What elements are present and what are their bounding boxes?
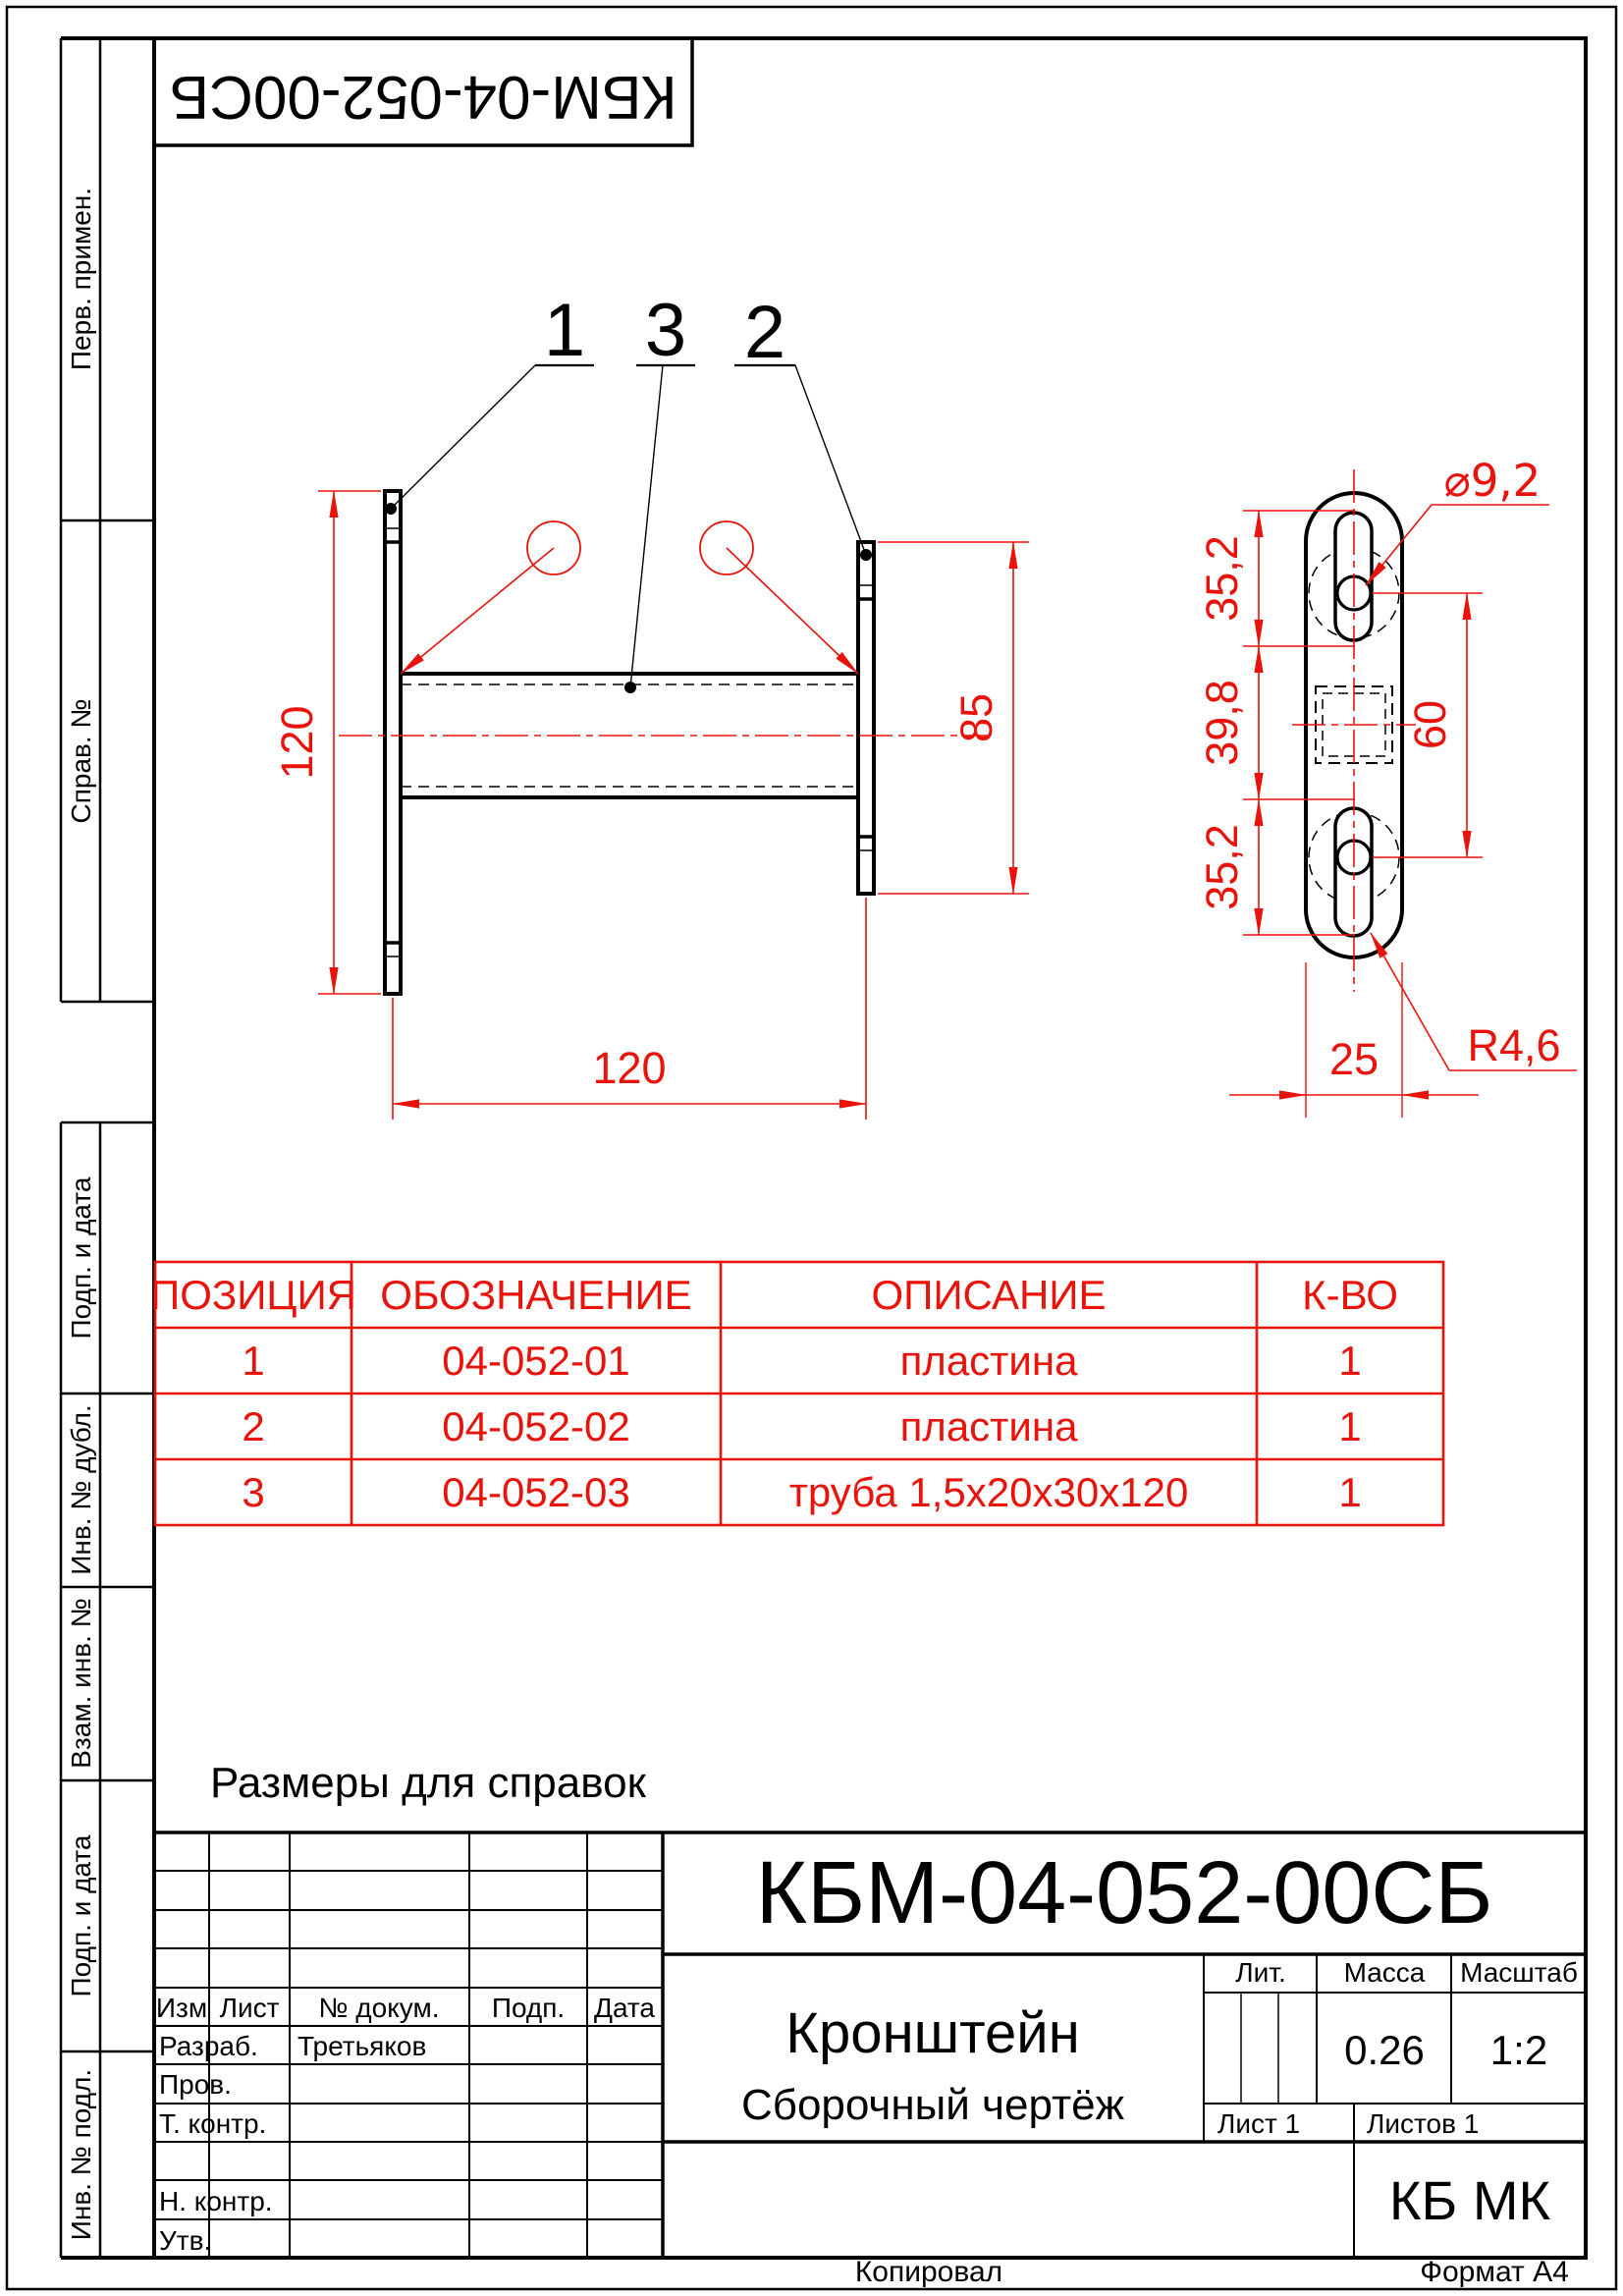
- scale-value: 1:2: [1489, 2027, 1548, 2073]
- table-cell: 1: [242, 1338, 265, 1384]
- change-col-data: Дата: [593, 1993, 656, 2023]
- table-cell: 04-052-01: [442, 1338, 630, 1384]
- table-row-2: [242, 1403, 1361, 1449]
- dim-front-height-120-text: 120: [272, 705, 322, 780]
- lit-label: Лит.: [1235, 1957, 1286, 1988]
- change-col-dokum: № докум.: [318, 1993, 440, 2023]
- doc-type-text: Сборочный чертёж: [740, 2081, 1125, 2129]
- table-header-description: ОПИСАНИЕ: [871, 1272, 1107, 1318]
- dim-chain-top-text: 35,2: [1197, 535, 1247, 622]
- title-block: [154, 1832, 1586, 2258]
- sidebar-label-sprav-no: Справ. №: [66, 698, 96, 824]
- scale-label: Масштаб: [1460, 1957, 1578, 1988]
- table-row-1: [242, 1338, 1361, 1384]
- dim-chain-bottom-text: 35,2: [1197, 824, 1247, 910]
- balloon-1: [385, 289, 594, 515]
- sheet-label: Лист 1: [1217, 2108, 1301, 2139]
- top-stamp-code: КБМ-04-052-00СБ: [169, 63, 677, 131]
- sidebar-label-inv-dubl: Инв. № дубл.: [66, 1404, 96, 1575]
- table-cell: 2: [242, 1403, 265, 1449]
- sign-row-tkontr-label: Т. контр.: [159, 2108, 267, 2139]
- table-cell: 3: [242, 1469, 265, 1515]
- change-col-izm: Изм: [155, 1993, 208, 2023]
- sheets-label: Листов 1: [1367, 2108, 1480, 2139]
- diameter-callout-text: ⌀9,2: [1443, 455, 1542, 507]
- sign-row-prov-label: Пров.: [159, 2069, 232, 2100]
- footer-copied: Копировал: [854, 2256, 1003, 2288]
- sidebar-label-vzam-inv: Взам. инв. №: [66, 1598, 96, 1769]
- table-cell: 04-052-02: [442, 1403, 630, 1449]
- dim-side-chain: [1197, 511, 1355, 935]
- dim-side-span-60: [1405, 593, 1467, 857]
- sign-row-nkontr-label: Н. контр.: [159, 2186, 273, 2216]
- sign-row-utv-label: Утв.: [159, 2225, 212, 2256]
- table-row-3: [242, 1469, 1361, 1515]
- table-cell: труба 1,5х20х30х120: [788, 1469, 1189, 1515]
- balloon-3: [624, 289, 695, 693]
- parts-table: [150, 1262, 1443, 1525]
- sidebar-label-podp-data-2: Подп. и дата: [66, 1834, 96, 1997]
- footer-format: Формат А4: [1420, 2256, 1569, 2288]
- table-cell: 04-052-03: [442, 1469, 630, 1515]
- radius-callout-text: R4,6: [1467, 1020, 1561, 1070]
- sidebar-label-inv-podl: Инв. № подл.: [66, 2068, 96, 2241]
- table-header-designation: ОБОЗНАЧЕНИЕ: [380, 1272, 692, 1318]
- dim-front-width-120-text: 120: [592, 1043, 667, 1093]
- table-cell: пластина: [899, 1403, 1078, 1449]
- mass-label: Масса: [1343, 1957, 1426, 1988]
- change-col-list: Лист: [219, 1993, 280, 2023]
- part-plate-right: [858, 542, 874, 894]
- dim-width-25-text: 25: [1328, 1034, 1380, 1084]
- diameter-callout: [1366, 455, 1549, 585]
- table-header-position: ПОЗИЦИЯ: [150, 1272, 356, 1318]
- table-cell: 1: [1338, 1338, 1362, 1384]
- balloon-2-number: 2: [743, 291, 786, 374]
- balloon-2: [734, 291, 872, 561]
- top-stamp-box: [154, 38, 692, 145]
- reference-note: Размеры для справок: [210, 1759, 646, 1807]
- table-header-qty: К-ВО: [1302, 1272, 1398, 1318]
- designation-text: КБМ-04-052-00СБ: [755, 1844, 1493, 1942]
- dim-front-width-120: [393, 898, 866, 1120]
- mass-value: 0.26: [1344, 2027, 1425, 2073]
- dim-front-height-85: [878, 542, 1029, 894]
- weld-symbol-left: [401, 521, 580, 674]
- sidebar-top-group: [61, 38, 154, 1002]
- side-view: [1197, 455, 1577, 1118]
- weld-symbol-right: [700, 521, 858, 674]
- dim-chain-mid-text: 39,8: [1197, 680, 1247, 766]
- sidebar-label-perv-primen: Перв. примен.: [66, 187, 96, 371]
- sidebar-label-podp-data-1: Подп. и дата: [66, 1176, 96, 1339]
- front-view: [272, 289, 1029, 1120]
- sign-row-razrab-value: Третьяков: [298, 2031, 427, 2061]
- part-plate-left: [385, 491, 401, 994]
- dim-side-width-25: [1229, 962, 1479, 1118]
- org-text: КБ МК: [1388, 2169, 1551, 2231]
- page-border: [7, 7, 1616, 2289]
- change-col-podp: Подп.: [491, 1993, 566, 2023]
- table-cell: 1: [1338, 1403, 1362, 1449]
- table-cell: пластина: [899, 1338, 1078, 1384]
- balloon-3-number: 3: [644, 289, 687, 372]
- dim-front-height-120: [272, 491, 381, 994]
- dim-front-height-85-text: 85: [951, 692, 1001, 743]
- sign-row-razrab-label: Разраб.: [159, 2031, 258, 2061]
- table-cell: 1: [1338, 1469, 1362, 1515]
- dim-span-60-text: 60: [1405, 699, 1455, 750]
- part-name-text: Кронштейн: [785, 2001, 1080, 2065]
- balloon-1-number: 1: [543, 289, 586, 372]
